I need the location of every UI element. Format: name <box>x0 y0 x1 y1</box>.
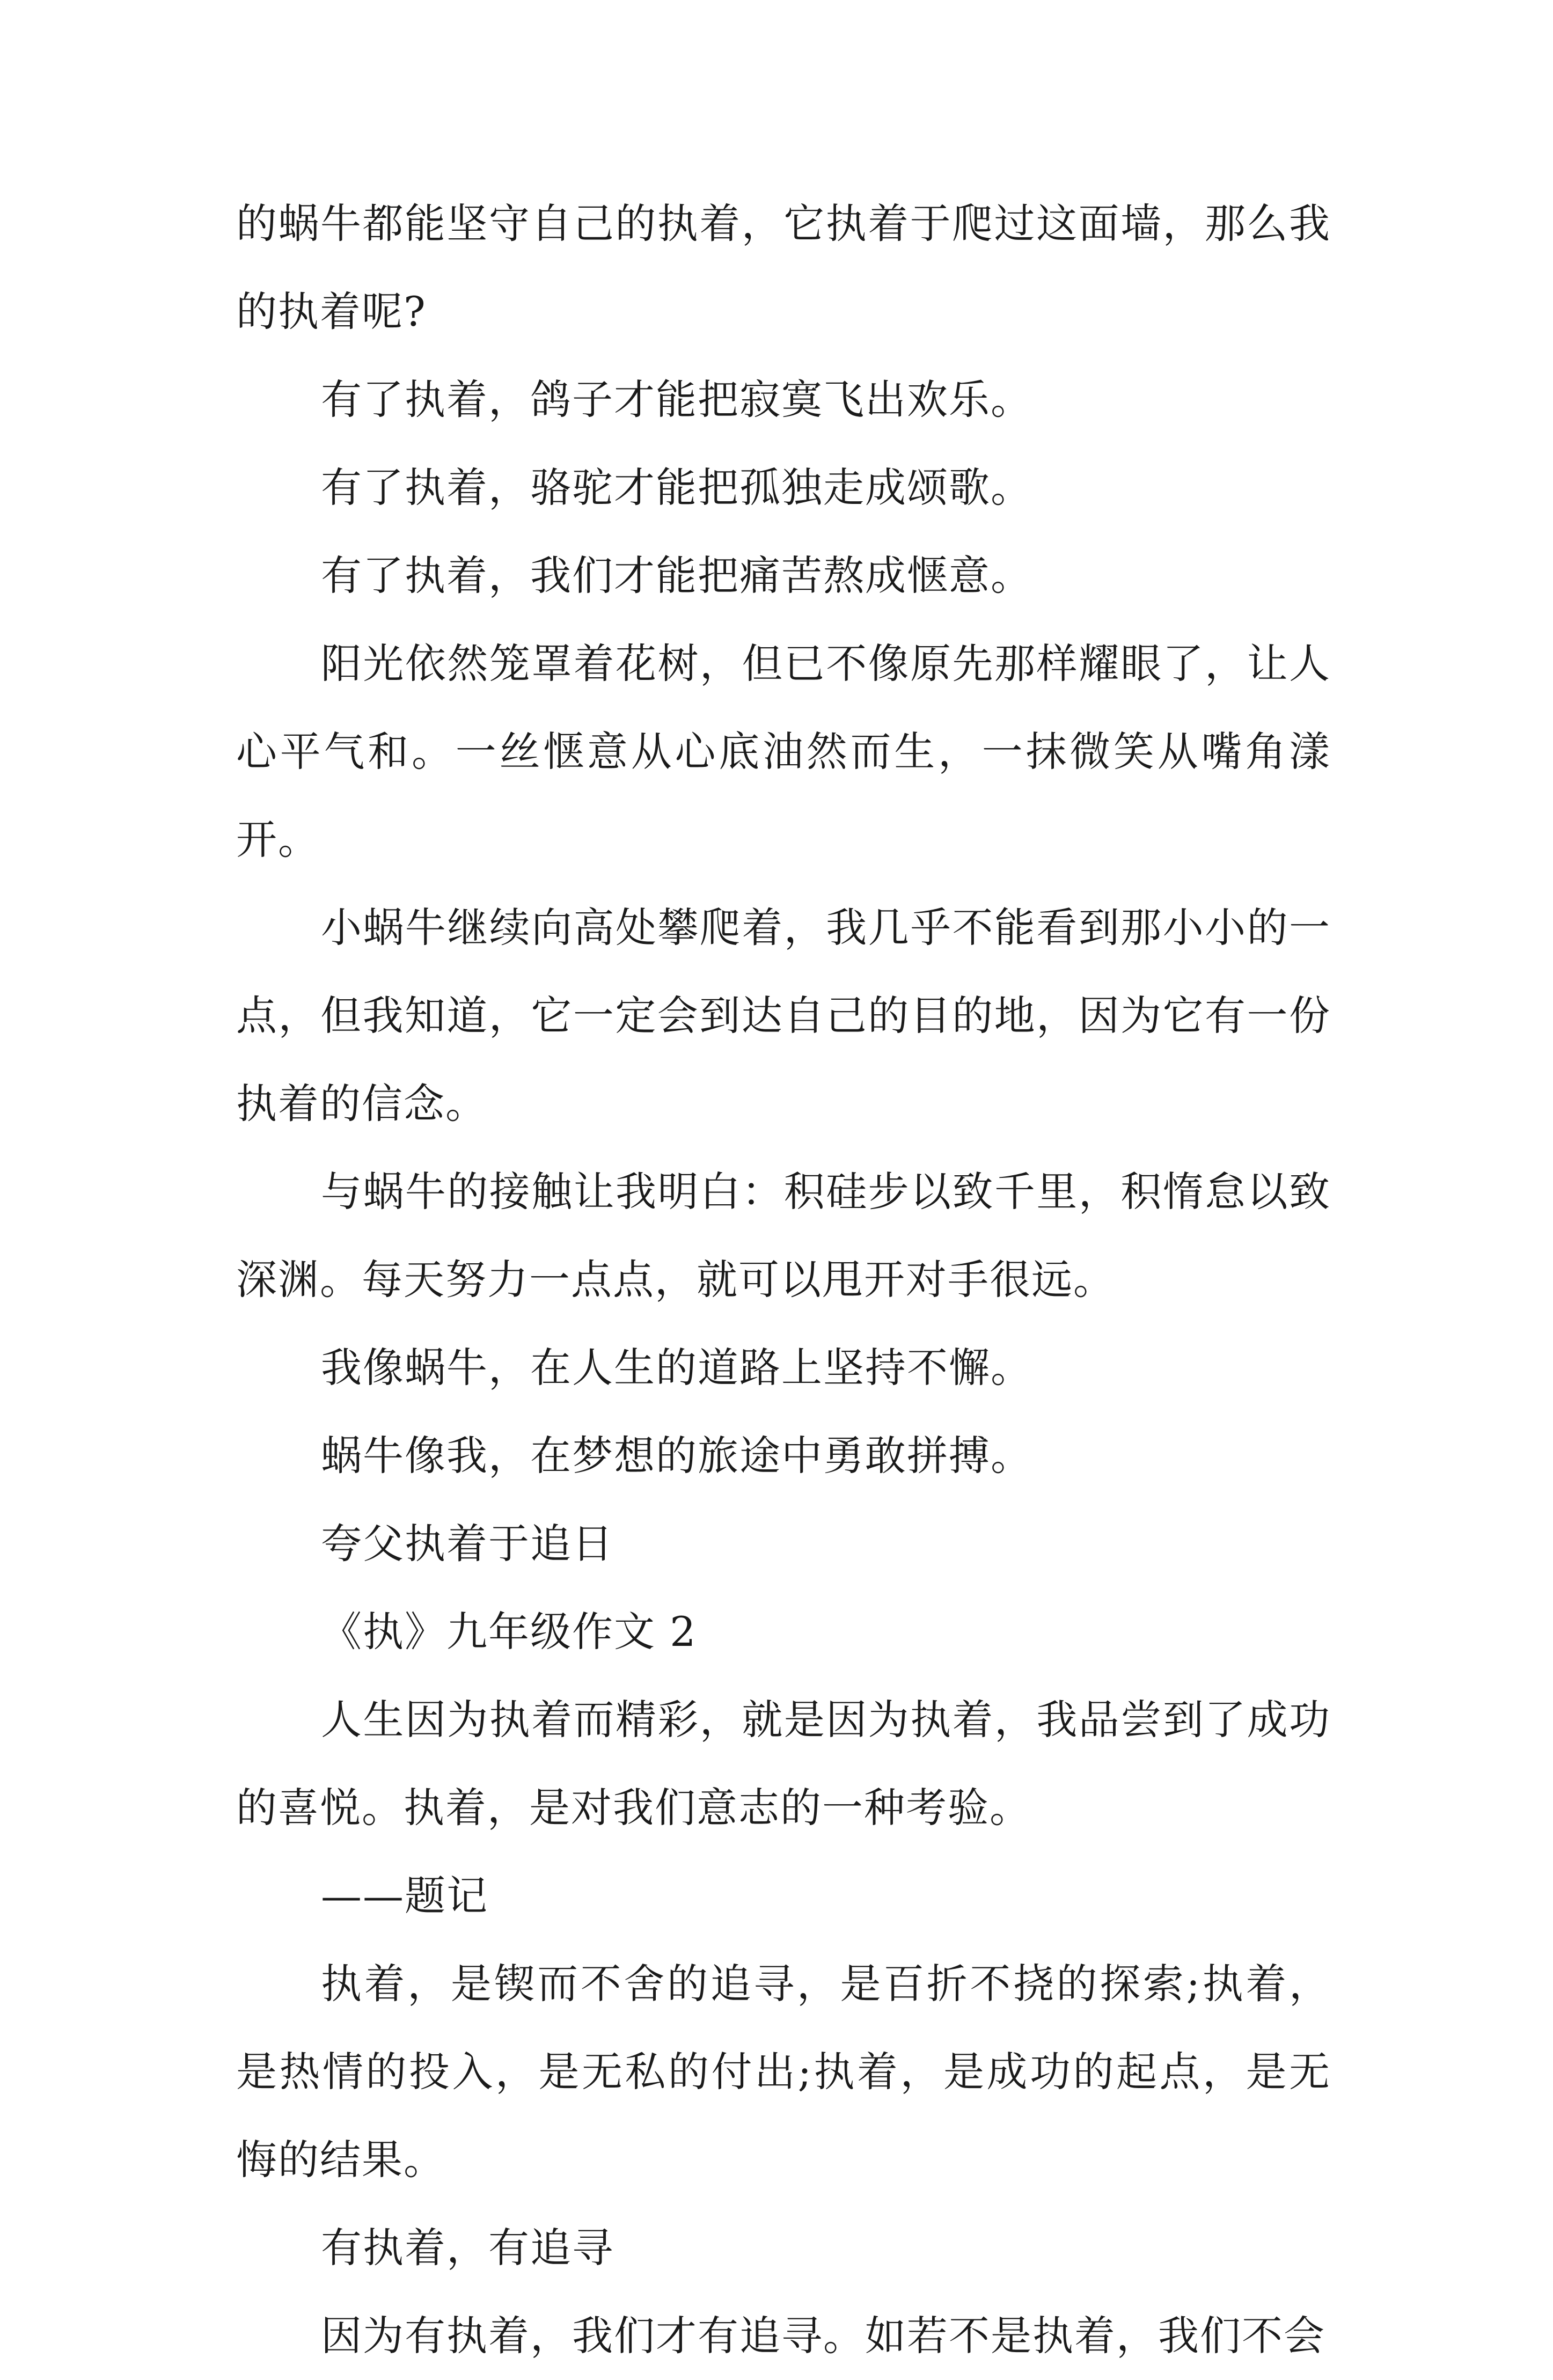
paragraph: 与蜗牛的接触让我明白：积硅步以致千里，积惰怠以致深渊。每天努力一点点，就可以甩开对手很远。 <box>236 1168 1331 1303</box>
essay-heading: 《执》九年级作文 2 <box>321 1608 697 1656</box>
paragraph: 执着，是锲而不舍的追寻，是百折不挠的探索;执着，是热情的投入，是无私的付出;执着，是成功的起点，是无悔的结果。 <box>236 1960 1331 2184</box>
epigraph-attribution: ——题记 <box>321 1872 488 1920</box>
paragraph: 有了执着，鸽子才能把寂寞飞出欢乐。 <box>321 376 1032 423</box>
section-heading: 有执着，有追寻 <box>321 2224 614 2272</box>
paragraph: 的蜗牛都能坚守自己的执着，它执着于爬过这面墙，那么我的执着呢? <box>236 200 1331 335</box>
paragraph: 我像蜗牛，在人生的道路上坚持不懈。 <box>321 1344 1032 1392</box>
paragraph: 有了执着，骆驼才能把孤独走成颂歌。 <box>321 464 1032 511</box>
paragraph: 小蜗牛继续向高处攀爬着，我几乎不能看到那小小的一点，但我知道，它一定会到达自己的目的地，因为它有一份执着的信念。 <box>236 904 1331 1127</box>
essay-body <box>236 180 1331 2380</box>
paragraph: 人生因为执着而精彩，就是因为执着，我品尝到了成功的喜悦。执着，是对我们意志的一种考验。 <box>236 1696 1331 1832</box>
paragraph: 阳光依然笼罩着花树，但已不像原先那样耀眼了，让人心平气和。一丝惬意从心底油然而生，一抹微笑从嘴角漾开。 <box>236 640 1331 863</box>
paragraph: 夸父执着于追日 <box>321 1520 614 1568</box>
paragraph: 蜗牛像我，在梦想的旅途中勇敢拼搏。 <box>321 1432 1032 1480</box>
paragraph: 有了执着，我们才能把痛苦熬成惬意。 <box>321 552 1032 599</box>
paragraph: 因为有执着，我们才有追寻。如若不是执着，我们不会 <box>321 2312 1325 2360</box>
